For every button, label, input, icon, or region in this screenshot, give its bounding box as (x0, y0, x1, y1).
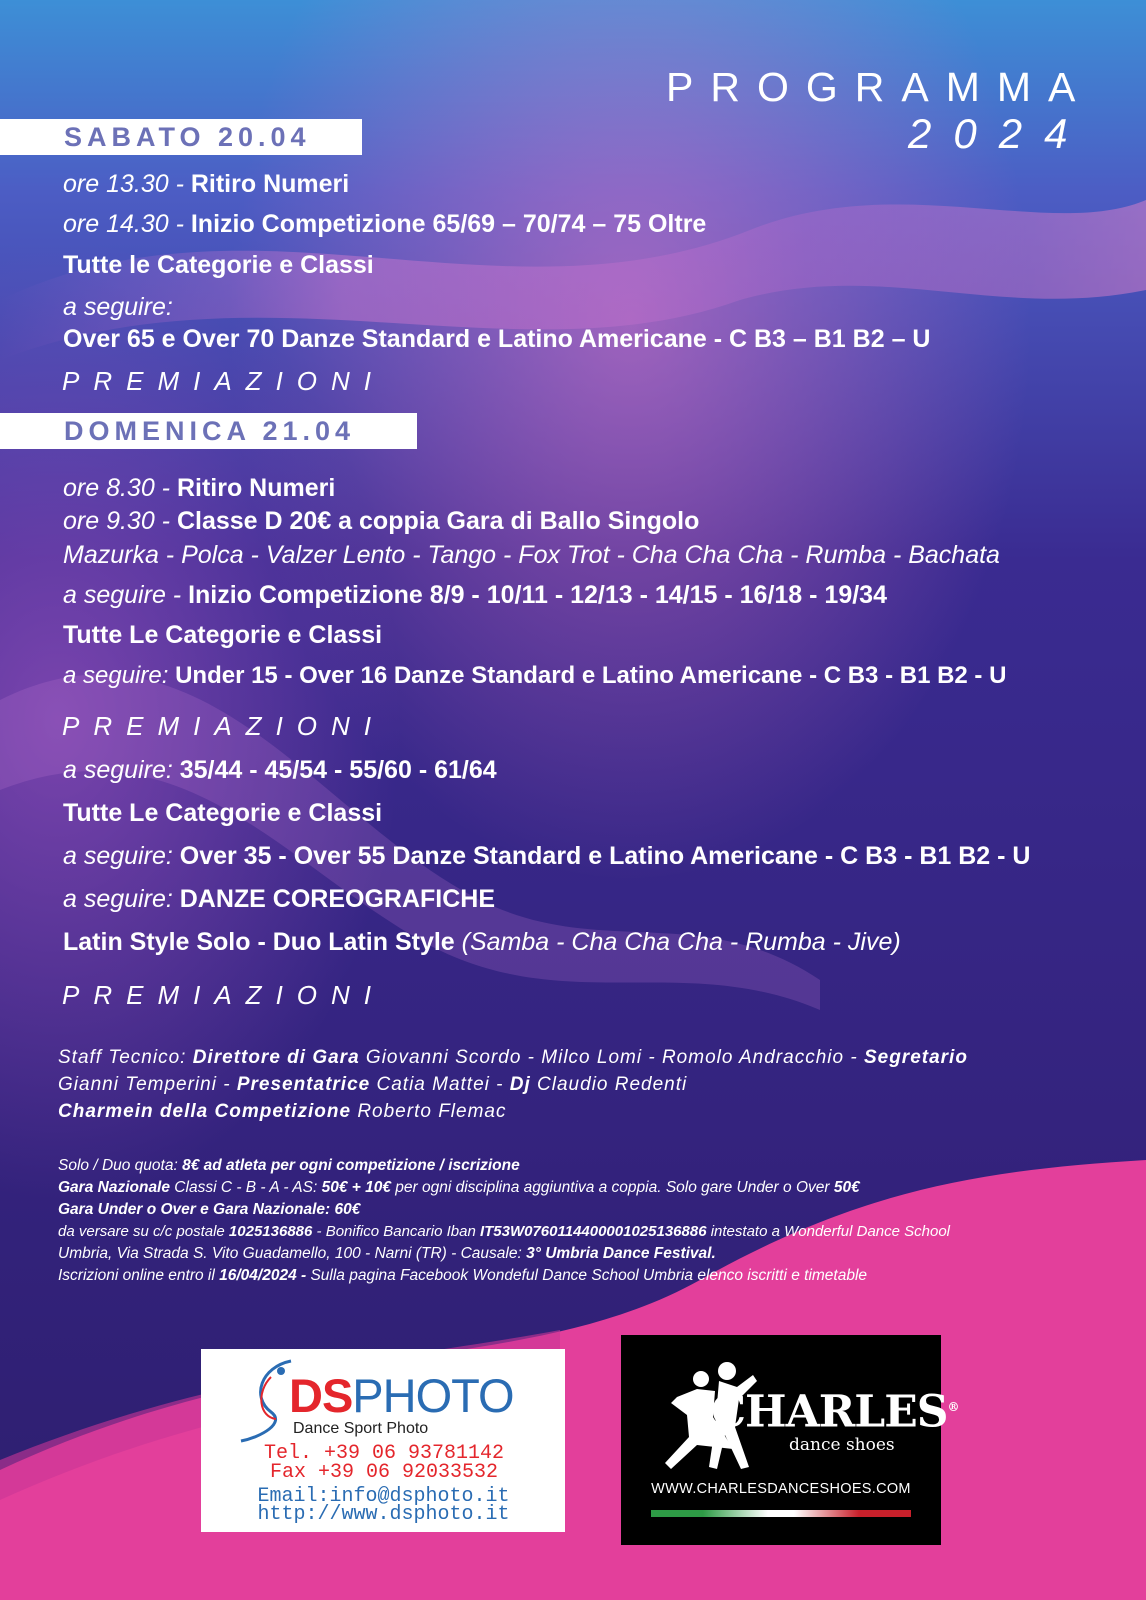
sunday-line-2: ore 9.30 - Classe D 20€ a coppia Gara di Ballo Singolo (63, 507, 700, 535)
saturday-line-1: ore 13.30 - Ritiro Numeri (63, 170, 350, 198)
sponsor-dsphoto-card (201, 1349, 565, 1532)
dsphoto-brand: DSPHOTO (289, 1369, 514, 1422)
saturday-line-4: a seguire: (63, 293, 173, 321)
staff-line-2: Gianni Temperini - Presentatrice Catia Mattei - Dj Claudio Redenti (58, 1074, 688, 1095)
sunday-line-5: Tutte Le Categorie e Classi (63, 621, 383, 649)
saturday-line-5: Over 65 e Over 70 Danze Standard e Latino Americane - C B3 – B1 B2 – U (63, 325, 931, 353)
sunday-line-3: Mazurka - Polca - Valzer Lento - Tango - Fox Trot - Cha Cha Cha - Rumba - Bachata (63, 541, 1000, 569)
sunday-line-6: a seguire: Under 15 - Over 16 Danze Standard e Latino Americane - C B3 - B1 B2 - U (63, 662, 1007, 689)
charles-brand: CHARLES® (711, 1386, 959, 1438)
dsphoto-tagline: Dance Sport Photo (293, 1420, 429, 1437)
sponsor-charles-card (621, 1335, 959, 1545)
sunday-day-banner (0, 413, 417, 449)
program-year: 2024 (908, 110, 1090, 157)
fees-line-5: Umbria, Via Strada S. Vito Guadamello, 100 - Narni (TR) - Causale: 3° Umbria Dance Festival. (58, 1245, 716, 1262)
sunday-line-8: Tutte Le Categorie e Classi (63, 799, 383, 827)
staff-line-1: Staff Tecnico: Direttore di Gara Giovanni Scordo - Milco Lomi - Romolo Andracchio - Segretario (58, 1047, 968, 1068)
dsphoto-web: http://www.dsphoto.it (257, 1503, 510, 1526)
sunday-line-10: a seguire: DANZE COREOGRAFICHE (63, 885, 496, 913)
sunday-line-1: ore 8.30 - Ritiro Numeri (63, 474, 336, 502)
saturday-day-label: SABATO 20.04 (64, 122, 311, 152)
sunday-line-4: a seguire - Inizio Competizione 8/9 - 10/11 - 12/13 - 14/15 - 16/18 - 19/34 (63, 581, 887, 609)
staff-line-3: Charmein della Competizione Roberto Flemac (58, 1101, 507, 1122)
dsphoto-fax: Fax +39 06 92033532 (269, 1461, 499, 1484)
fees-line-4: da versare su c/c postale 1025136886 - Bonifico Bancario Iban IT53W0760114400001025136886 intestato a Wonderful Dance School (58, 1223, 951, 1240)
saturday-line-2: ore 14.30 - Inizio Competizione 65/69 – 70/74 – 75 Oltre (63, 210, 707, 238)
dsphoto-email: Email:info@dsphoto.it (257, 1485, 510, 1508)
fees-line-2: Gara Nazionale Classi C - B - A - AS: 50€ + 10€ per ogni disciplina aggiuntiva a coppia. Solo gare Under o Over 50€ (58, 1179, 860, 1196)
saturday-awards: PREMIAZIONI (62, 366, 386, 396)
fees-line-6: Iscrizioni online entro il 16/04/2024 - Sulla pagina Facebook Wondeful Dance School Umbria elenco iscritti e timetable (58, 1267, 868, 1284)
charles-url: WWW.CHARLESDANCESHOES.COM (651, 1481, 911, 1497)
fees-line-1: Solo / Duo quota: 8€ ad atleta per ogni competizione / iscrizione (58, 1157, 520, 1174)
sunday-line-11: Latin Style Solo - Duo Latin Style (Samba - Cha Cha Cha - Rumba - Jive) (63, 928, 901, 956)
saturday-line-3: Tutte le Categorie e Classi (63, 251, 374, 279)
sunday-awards-1: PREMIAZIONI (62, 711, 386, 741)
program-title: PROGRAMMA (666, 64, 1093, 110)
sunday-line-7: a seguire: 35/44 - 45/54 - 55/60 - 61/64 (63, 756, 497, 784)
charles-tagline: dance shoes (789, 1435, 895, 1455)
fees-line-3: Gara Under o Over e Gara Nazionale: 60€ (58, 1201, 361, 1218)
italian-flag-stripe (651, 1510, 911, 1517)
sunday-day-label: DOMENICA 21.04 (64, 416, 356, 446)
sunday-awards-2: PREMIAZIONI (62, 980, 386, 1010)
saturday-day-banner (0, 119, 362, 155)
sunday-line-9: a seguire: Over 35 - Over 55 Danze Standard e Latino Americane - C B3 - B1 B2 - U (63, 842, 1031, 870)
dsphoto-tel: Tel. +39 06 93781142 (263, 1442, 505, 1465)
